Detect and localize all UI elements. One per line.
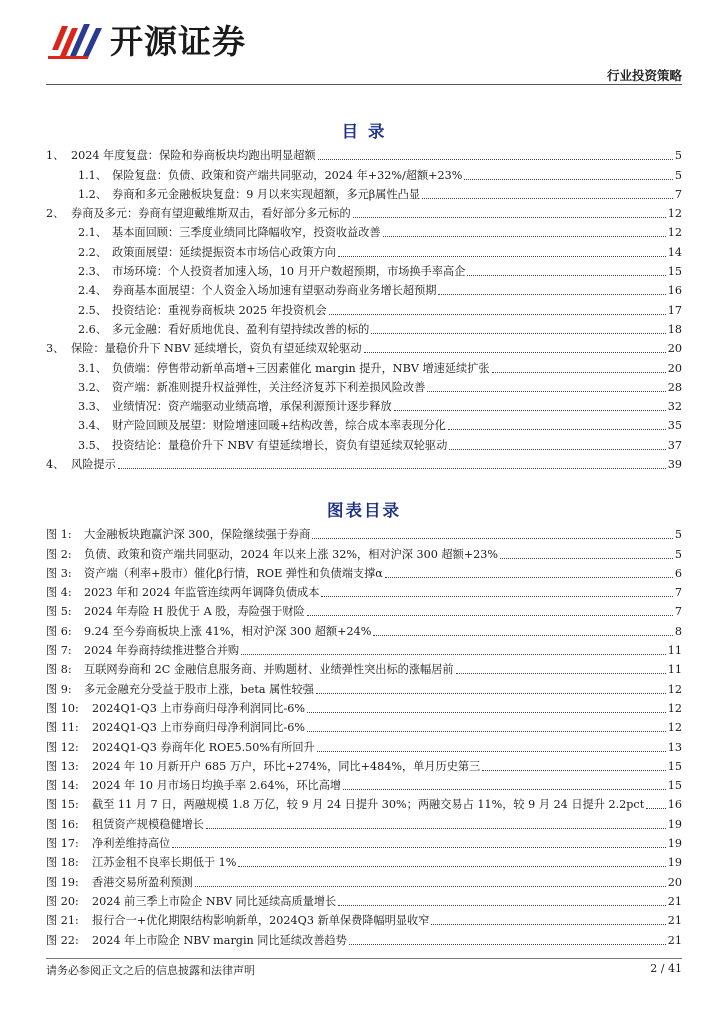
page-number: 2 / 41 bbox=[650, 962, 682, 975]
dot-leader bbox=[329, 314, 666, 315]
dot-leader bbox=[371, 333, 665, 334]
dot-leader bbox=[118, 468, 666, 469]
entry-number: 图 17: bbox=[46, 837, 79, 851]
entry-page: 16 bbox=[667, 284, 682, 298]
toc-entry[interactable] bbox=[46, 240, 682, 259]
entry-title: 2024 年 10 月新开户 685 万户，环比+274%，同比+484%，单月历史第三 bbox=[92, 759, 481, 773]
entry-page: 15 bbox=[667, 759, 682, 773]
figure-entry[interactable] bbox=[46, 716, 682, 735]
dot-leader bbox=[394, 410, 666, 411]
entry-title: 租赁资产规模稳健增长 bbox=[92, 817, 204, 831]
figure-entry[interactable] bbox=[46, 735, 682, 754]
entry-number: 2.5、 bbox=[78, 303, 107, 317]
entry-title: 政策面展望：延续提振资本市场信心政策方向 bbox=[112, 245, 336, 259]
figure-entry[interactable] bbox=[46, 870, 682, 889]
dot-leader bbox=[492, 372, 666, 373]
dot-leader bbox=[307, 731, 666, 732]
toc-entry[interactable] bbox=[46, 298, 682, 317]
toc-entry[interactable] bbox=[46, 395, 682, 414]
figure-entry[interactable] bbox=[46, 774, 682, 793]
dot-leader bbox=[172, 847, 665, 848]
entry-number: 图 12: bbox=[46, 740, 79, 754]
dot-leader bbox=[206, 828, 666, 829]
entry-number: 图 13: bbox=[46, 759, 79, 773]
dot-leader bbox=[195, 886, 666, 887]
page-header bbox=[46, 18, 682, 84]
dot-leader bbox=[343, 789, 666, 790]
entry-title: 财产险回顾及展望：财险增速回暖+结构改善，综合成本率表现分化 bbox=[112, 419, 446, 433]
entry-title: 大金融板块跑赢沪深 300，保险继续强于券商 bbox=[84, 528, 311, 542]
entry-title: 2024 年 10 月市场日均换手率 2.64%，环比高增 bbox=[92, 779, 342, 793]
entry-page: 12 bbox=[667, 701, 682, 715]
entry-page: 21 bbox=[667, 933, 682, 947]
entry-title: 业绩情况：资产端驱动业绩高增，承保利源预计逐步释放 bbox=[112, 400, 392, 414]
entry-number: 2.2、 bbox=[78, 245, 107, 259]
entry-page: 35 bbox=[667, 419, 682, 433]
entry-title: 报行合一+优化期限结构影响新单，2024Q3 新单保费降幅明显收窄 bbox=[92, 914, 430, 928]
entry-page: 28 bbox=[667, 380, 682, 394]
figure-entry[interactable] bbox=[46, 793, 682, 812]
dot-leader bbox=[338, 905, 666, 906]
dot-leader bbox=[307, 615, 673, 616]
entry-page: 15 bbox=[667, 265, 682, 279]
entry-title: 2024Q1-Q3 上市券商归母净利润同比-6% bbox=[92, 701, 305, 715]
entry-page: 5 bbox=[674, 168, 682, 182]
entry-page: 19 bbox=[667, 817, 682, 831]
entry-number: 2.3、 bbox=[78, 265, 107, 279]
dot-leader bbox=[464, 179, 672, 180]
entry-page: 8 bbox=[674, 624, 682, 638]
entry-number: 3.1、 bbox=[78, 361, 107, 375]
figure-entry[interactable] bbox=[46, 697, 682, 716]
entry-page: 7 bbox=[674, 605, 682, 619]
entry-number: 图 8: bbox=[46, 663, 72, 677]
dot-leader bbox=[364, 352, 666, 353]
figure-entry[interactable] bbox=[46, 812, 682, 831]
entry-page: 15 bbox=[667, 779, 682, 793]
entry-page: 20 bbox=[667, 361, 682, 375]
dot-leader bbox=[318, 159, 673, 160]
dot-leader bbox=[431, 924, 665, 925]
entry-title: 投资结论：量稳价升下 NBV 有望延续增长，资负有望延续双轮驱动 bbox=[112, 438, 448, 452]
figure-entry[interactable] bbox=[46, 562, 682, 581]
dot-leader bbox=[438, 294, 665, 295]
figures-list bbox=[46, 523, 682, 948]
header-divider bbox=[46, 84, 682, 85]
entry-page: 12 bbox=[667, 721, 682, 735]
entry-title: 2024 年寿险 H 股优于 A 股，寿险强于财险 bbox=[84, 605, 305, 619]
entry-page: 16 bbox=[667, 798, 682, 812]
entry-number: 1、 bbox=[46, 149, 65, 163]
dot-leader bbox=[373, 635, 672, 636]
toc-entry[interactable] bbox=[46, 221, 682, 240]
entry-page: 39 bbox=[667, 458, 682, 472]
entry-page: 5 bbox=[674, 528, 682, 542]
toc-entry[interactable] bbox=[46, 318, 682, 337]
entry-title: 市场环境：个人投资者加速入场，10 月开户数超预期，市场换手率高企 bbox=[112, 265, 466, 279]
figure-entry[interactable] bbox=[46, 619, 682, 638]
toc-entry[interactable] bbox=[46, 337, 682, 356]
entry-title: 基本面回顾：三季度业绩同比降幅收窄，投资收益改善 bbox=[112, 226, 381, 240]
figure-entry[interactable] bbox=[46, 542, 682, 561]
dot-leader bbox=[312, 538, 673, 539]
entry-number: 图 20: bbox=[46, 894, 79, 908]
entry-number: 3.4、 bbox=[78, 419, 107, 433]
entry-page: 6 bbox=[674, 566, 682, 580]
toc-entry[interactable] bbox=[46, 376, 682, 395]
toc-entry[interactable] bbox=[46, 183, 682, 202]
toc-entry[interactable] bbox=[46, 260, 682, 279]
entry-title: 多元金融充分受益于股市上涨，beta 属性较强 bbox=[84, 682, 314, 696]
dot-leader bbox=[456, 673, 666, 674]
figure-entry[interactable] bbox=[46, 890, 682, 909]
dot-leader bbox=[321, 596, 672, 597]
toc-list bbox=[46, 144, 682, 472]
figure-entry[interactable] bbox=[46, 832, 682, 851]
entry-title: 保险：量稳价升下 NBV 延续增长，资负有望延续双轮驱动 bbox=[71, 342, 362, 356]
toc-entry[interactable] bbox=[46, 279, 682, 298]
entry-number: 图 7: bbox=[46, 644, 72, 658]
entry-number: 1.2、 bbox=[78, 187, 107, 201]
entry-number: 4、 bbox=[46, 458, 65, 472]
toc-entry[interactable] bbox=[46, 163, 682, 182]
dot-leader bbox=[449, 449, 665, 450]
entry-number: 图 21: bbox=[46, 914, 79, 928]
dot-leader bbox=[241, 654, 666, 655]
entry-number: 图 9: bbox=[46, 682, 72, 696]
entry-title: 江苏金租不良率长期低于 1% bbox=[92, 856, 237, 870]
entry-page: 5 bbox=[674, 149, 682, 163]
entry-title: 资产端：新准则提升权益弹性，关注经济复苏下利差损风险改善 bbox=[112, 380, 426, 394]
entry-title: 2024 前三季上市险企 NBV 同比延续高质量增长 bbox=[92, 894, 337, 908]
entry-page: 13 bbox=[667, 740, 682, 754]
dot-leader bbox=[338, 256, 666, 257]
toc-entry[interactable] bbox=[46, 202, 682, 221]
entry-number: 图 19: bbox=[46, 875, 79, 889]
dot-leader bbox=[422, 198, 673, 199]
entry-number: 2、 bbox=[46, 207, 65, 221]
logo-mark-icon bbox=[46, 20, 104, 62]
entry-number: 3.2、 bbox=[78, 380, 107, 394]
entry-number: 图 4: bbox=[46, 586, 72, 600]
entry-title: 投资结论：重视券商板块 2025 年投资机会 bbox=[112, 303, 327, 317]
entry-number: 3、 bbox=[46, 342, 65, 356]
entry-number: 图 6: bbox=[46, 624, 72, 638]
entry-number: 图 5: bbox=[46, 605, 72, 619]
figure-entry[interactable] bbox=[46, 909, 682, 928]
figure-entry[interactable] bbox=[46, 755, 682, 774]
dot-leader bbox=[383, 236, 666, 237]
figure-entry[interactable] bbox=[46, 851, 682, 870]
entry-title: 2024 年上市险企 NBV margin 同比延续改善趋势 bbox=[92, 933, 347, 947]
entry-page: 19 bbox=[667, 856, 682, 870]
entry-page: 20 bbox=[667, 342, 682, 356]
dot-leader bbox=[307, 712, 666, 713]
entry-title: 资产端（利率+股市）催化β行情，ROE 弹性和负债端支撑α bbox=[84, 566, 383, 580]
entry-title: 截至 11 月 7 日，两融规模 1.8 万亿，较 9 月 24 日提升 30%；两融交易占 11%，较 9 月 24 日提升 2.2pct bbox=[92, 798, 645, 812]
dot-leader bbox=[316, 693, 666, 694]
footer-divider bbox=[46, 958, 682, 959]
entry-page: 21 bbox=[667, 914, 682, 928]
entry-title: 净利差维持高位 bbox=[92, 837, 171, 851]
dot-leader bbox=[238, 866, 665, 867]
entry-number: 2.6、 bbox=[78, 322, 107, 336]
entry-number: 3.3、 bbox=[78, 400, 107, 414]
entry-title: 多元金融：看好质地优良、盈利有望持续改善的标的 bbox=[112, 322, 370, 336]
entry-page: 20 bbox=[667, 875, 682, 889]
figure-entry[interactable] bbox=[46, 677, 682, 696]
entry-title: 9.24 至今券商板块上涨 41%，相对沪深 300 超额+24% bbox=[84, 624, 372, 638]
entry-title: 2024Q1-Q3 上市券商归母净利润同比-6% bbox=[92, 721, 305, 735]
entry-page: 19 bbox=[667, 837, 682, 851]
dot-leader bbox=[646, 808, 666, 809]
entry-page: 11 bbox=[667, 644, 682, 658]
toc-entry[interactable] bbox=[46, 144, 682, 163]
entry-number: 图 16: bbox=[46, 817, 79, 831]
entry-title: 2023 年和 2024 年监管连续两年调降负债成本 bbox=[84, 586, 320, 600]
entry-page: 11 bbox=[667, 663, 682, 677]
figure-entry[interactable] bbox=[46, 600, 682, 619]
toc-entry[interactable] bbox=[46, 453, 682, 472]
entry-title: 香港交易所盈利预测 bbox=[92, 875, 193, 889]
entry-number: 图 2: bbox=[46, 547, 72, 561]
entry-page: 12 bbox=[667, 226, 682, 240]
entry-title: 负债端：停售带动新单高增+三因素催化 margin 提升，NBV 增速延续扩张 bbox=[112, 361, 490, 375]
figure-entry[interactable] bbox=[46, 581, 682, 600]
entry-page: 7 bbox=[674, 187, 682, 201]
entry-title: 2024Q1-Q3 券商年化 ROE5.50%有所回升 bbox=[92, 740, 315, 754]
toc-entry[interactable] bbox=[46, 433, 682, 452]
entry-number: 3.5、 bbox=[78, 438, 107, 452]
entry-page: 12 bbox=[667, 682, 682, 696]
entry-title: 券商及多元：券商有望迎戴维斯双击，看好部分多元标的 bbox=[71, 207, 351, 221]
entry-number: 图 15: bbox=[46, 798, 79, 812]
entry-number: 图 3: bbox=[46, 566, 72, 580]
dot-leader bbox=[317, 751, 666, 752]
figure-entry[interactable] bbox=[46, 639, 682, 658]
entry-number: 图 22: bbox=[46, 933, 79, 947]
entry-number: 图 11: bbox=[46, 721, 79, 735]
entry-title: 2024 年度复盘：保险和券商板块均跑出明显超额 bbox=[71, 149, 316, 163]
figure-entry[interactable] bbox=[46, 928, 682, 947]
dot-leader bbox=[349, 944, 666, 945]
entry-title: 券商和多元金融板块复盘：9 月以来实现超额，多元β属性凸显 bbox=[112, 187, 421, 201]
figures-title: 图表目录 bbox=[327, 501, 401, 520]
entry-page: 18 bbox=[667, 322, 682, 336]
entry-title: 券商基本面展望：个人资金入场加速有望驱动券商业务增长超预期 bbox=[112, 284, 437, 298]
report-type-label: 行业投资策略 bbox=[606, 68, 682, 83]
entry-title: 互联网券商和 2C 金融信息服务商、并购题材、业绩弹性突出标的涨幅居前 bbox=[84, 663, 454, 677]
entry-title: 风险提示 bbox=[71, 458, 116, 472]
dot-leader bbox=[353, 217, 666, 218]
brand-name: 开源证券 bbox=[110, 22, 246, 61]
dot-leader bbox=[500, 558, 673, 559]
dot-leader bbox=[385, 577, 673, 578]
entry-page: 32 bbox=[667, 400, 682, 414]
dot-leader bbox=[448, 429, 666, 430]
entry-number: 图 18: bbox=[46, 856, 79, 870]
company-logo bbox=[46, 18, 306, 66]
dot-leader bbox=[482, 770, 665, 771]
entry-title: 2024 年券商持续推进整合并购 bbox=[84, 644, 240, 658]
entry-title: 负债、政策和资产端共同驱动，2024 年以来上涨 32%，相对沪深 300 超额+23% bbox=[84, 547, 499, 561]
entry-page: 14 bbox=[667, 245, 682, 259]
footer-disclaimer: 请务必参阅正文之后的信息披露和法律声明 bbox=[46, 964, 255, 977]
entry-number: 图 10: bbox=[46, 701, 79, 715]
figure-entry[interactable] bbox=[46, 658, 682, 677]
entry-page: 5 bbox=[674, 547, 682, 561]
toc-entry[interactable] bbox=[46, 414, 682, 433]
toc-entry[interactable] bbox=[46, 356, 682, 375]
dot-leader bbox=[427, 391, 665, 392]
entry-page: 17 bbox=[667, 303, 682, 317]
entry-number: 2.4、 bbox=[78, 284, 107, 298]
entry-number: 1.1、 bbox=[78, 168, 107, 182]
entry-page: 12 bbox=[667, 207, 682, 221]
entry-number: 2.1、 bbox=[78, 226, 107, 240]
entry-number: 图 1: bbox=[46, 528, 72, 542]
dot-leader bbox=[467, 275, 665, 276]
entry-title: 保险复盘：负债、政策和资产端共同驱动，2024 年+32%/超额+23% bbox=[112, 168, 463, 182]
figure-entry[interactable] bbox=[46, 523, 682, 542]
toc-title: 目 录 bbox=[341, 122, 387, 141]
entry-page: 7 bbox=[674, 586, 682, 600]
entry-page: 37 bbox=[667, 438, 682, 452]
entry-page: 21 bbox=[667, 894, 682, 908]
entry-number: 图 14: bbox=[46, 779, 79, 793]
